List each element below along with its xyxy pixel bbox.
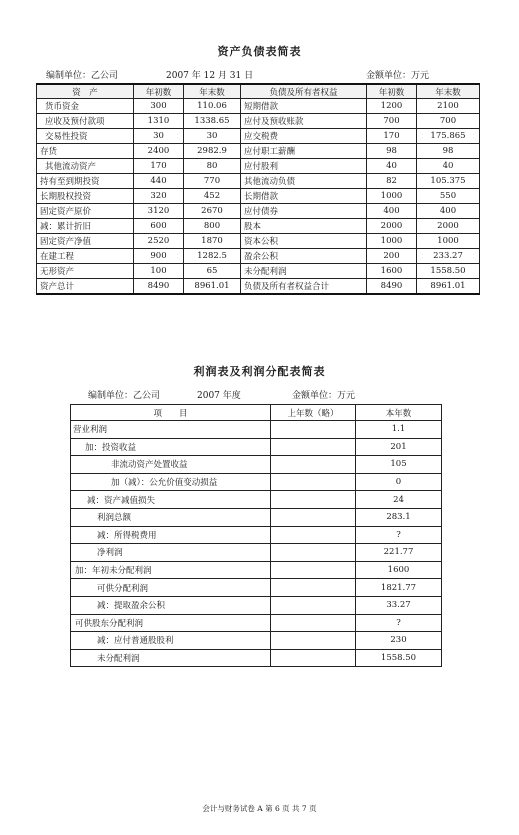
table-cell: 1310 xyxy=(134,114,184,129)
table-cell: 资本公积 xyxy=(241,234,367,249)
table-cell: 550 xyxy=(417,189,480,204)
current-year-cell: 230 xyxy=(356,632,442,650)
table-cell: 200 xyxy=(367,249,417,264)
prior-year-cell xyxy=(271,491,356,509)
table-row xyxy=(37,204,480,219)
row-label: 减：资产减值损失 xyxy=(71,491,271,509)
table-row xyxy=(71,421,442,439)
row-label: 可供分配利润 xyxy=(71,579,271,597)
table-cell: 短期借款 xyxy=(241,99,367,114)
table-row xyxy=(71,491,442,509)
current-year-cell: ? xyxy=(356,614,442,632)
balance-sheet-unit: 金额单位：万元 xyxy=(366,71,430,81)
balance-sheet-header-row xyxy=(37,84,480,99)
header-prior-year: 上年数（略） xyxy=(271,405,356,421)
current-year-cell: 105 xyxy=(356,456,442,474)
table-cell: 应收及预付款项 xyxy=(37,114,134,129)
table-row xyxy=(37,99,480,114)
table-cell: 8961.01 xyxy=(417,279,480,295)
row-label: 可供股东分配利润 xyxy=(71,614,271,632)
table-cell: 770 xyxy=(184,174,241,189)
table-cell: 无形资产 xyxy=(37,264,134,279)
prior-year-cell xyxy=(271,614,356,632)
table-cell: 2000 xyxy=(417,219,480,234)
table-cell: 1282.5 xyxy=(184,249,241,264)
table-cell: 100 xyxy=(134,264,184,279)
table-cell: 1000 xyxy=(367,234,417,249)
table-row xyxy=(71,614,442,632)
table-cell: 65 xyxy=(184,264,241,279)
table-cell: 存货 xyxy=(37,144,134,159)
row-label: 减：所得税费用 xyxy=(71,526,271,544)
table-cell: 8961.01 xyxy=(184,279,241,295)
table-row xyxy=(37,114,480,129)
table-row xyxy=(37,219,480,234)
table-cell: 110.06 xyxy=(184,99,241,114)
income-statement-unit: 金额单位：万元 xyxy=(292,391,356,401)
table-row xyxy=(71,438,442,456)
table-cell: 未分配利润 xyxy=(241,264,367,279)
table-row xyxy=(37,264,480,279)
table-cell: 资产总计 xyxy=(37,279,134,295)
table-cell: 应付股利 xyxy=(241,159,367,174)
current-year-cell: ? xyxy=(356,526,442,544)
table-row xyxy=(37,144,480,159)
table-row xyxy=(71,456,442,474)
income-statement-title: 利润表及利润分配表简表 xyxy=(193,365,326,378)
table-row xyxy=(37,249,480,264)
table-row xyxy=(71,473,442,491)
balance-sheet-date: 2007 年 12 月 31 日 xyxy=(166,71,254,81)
row-label: 加（减）：公允价值变动损益 xyxy=(71,473,271,491)
header-liabilities-closing: 年末数 xyxy=(417,84,480,99)
table-cell: 2670 xyxy=(184,204,241,219)
balance-sheet-table xyxy=(36,83,480,295)
current-year-cell: 1821.77 xyxy=(356,579,442,597)
row-label: 加：投资收益 xyxy=(71,438,271,456)
table-cell: 减：累计折旧 xyxy=(37,219,134,234)
prior-year-cell xyxy=(271,561,356,579)
table-cell: 2520 xyxy=(134,234,184,249)
table-cell: 320 xyxy=(134,189,184,204)
current-year-cell: 1558.50 xyxy=(356,649,442,667)
current-year-cell: 283.1 xyxy=(356,508,442,526)
header-assets-closing: 年末数 xyxy=(184,84,241,99)
table-cell: 900 xyxy=(134,249,184,264)
table-cell: 货币资金 xyxy=(37,99,134,114)
prior-year-cell xyxy=(271,596,356,614)
table-row xyxy=(71,596,442,614)
row-label: 减：提取盈余公积 xyxy=(71,596,271,614)
current-year-cell: 1.1 xyxy=(356,421,442,439)
current-year-cell: 33.27 xyxy=(356,596,442,614)
header-assets-opening: 年初数 xyxy=(134,84,184,99)
table-cell: 负债及所有者权益合计 xyxy=(241,279,367,295)
table-cell: 1000 xyxy=(417,234,480,249)
table-row xyxy=(71,561,442,579)
table-cell: 170 xyxy=(367,129,417,144)
table-row xyxy=(37,234,480,249)
table-row xyxy=(71,526,442,544)
table-row xyxy=(37,129,480,144)
table-cell: 233.27 xyxy=(417,249,480,264)
table-row xyxy=(71,508,442,526)
table-row xyxy=(71,649,442,667)
table-cell: 105.375 xyxy=(417,174,480,189)
prior-year-cell xyxy=(271,579,356,597)
table-cell: 80 xyxy=(184,159,241,174)
table-row xyxy=(37,279,480,295)
row-label: 加：年初未分配利润 xyxy=(71,561,271,579)
income-statement-year: 2007 年度 xyxy=(197,391,241,401)
table-cell: 175.865 xyxy=(417,129,480,144)
table-cell: 600 xyxy=(134,219,184,234)
table-row xyxy=(37,189,480,204)
balance-sheet-company: 编制单位：乙公司 xyxy=(46,71,119,81)
table-cell: 40 xyxy=(417,159,480,174)
current-year-cell: 1600 xyxy=(356,561,442,579)
table-cell: 应交税费 xyxy=(241,129,367,144)
table-cell: 1870 xyxy=(184,234,241,249)
income-statement-company: 编制单位：乙公司 xyxy=(88,391,161,401)
table-cell: 2400 xyxy=(134,144,184,159)
table-cell: 30 xyxy=(134,129,184,144)
table-cell: 40 xyxy=(367,159,417,174)
row-label: 减：应付普通股股利 xyxy=(71,632,271,650)
table-cell: 其他流动资产 xyxy=(37,159,134,174)
table-cell: 700 xyxy=(417,114,480,129)
table-cell: 应付职工薪酬 xyxy=(241,144,367,159)
table-cell: 应付及预收账款 xyxy=(241,114,367,129)
table-cell: 盈余公积 xyxy=(241,249,367,264)
prior-year-cell xyxy=(271,456,356,474)
table-cell: 800 xyxy=(184,219,241,234)
prior-year-cell xyxy=(271,438,356,456)
prior-year-cell xyxy=(271,421,356,439)
header-liabilities-opening: 年初数 xyxy=(367,84,417,99)
table-row xyxy=(71,579,442,597)
current-year-cell: 221.77 xyxy=(356,544,442,562)
row-label: 非流动资产处置收益 xyxy=(71,456,271,474)
table-cell: 30 xyxy=(184,129,241,144)
table-cell: 700 xyxy=(367,114,417,129)
table-cell: 3120 xyxy=(134,204,184,219)
table-cell: 2000 xyxy=(367,219,417,234)
table-cell: 8490 xyxy=(367,279,417,295)
table-cell: 8490 xyxy=(134,279,184,295)
table-cell: 在建工程 xyxy=(37,249,134,264)
table-cell: 1558.50 xyxy=(417,264,480,279)
table-cell: 452 xyxy=(184,189,241,204)
table-cell: 交易性投资 xyxy=(37,129,134,144)
prior-year-cell xyxy=(271,649,356,667)
table-row xyxy=(37,174,480,189)
table-cell: 股本 xyxy=(241,219,367,234)
row-label: 未分配利润 xyxy=(71,649,271,667)
current-year-cell: 24 xyxy=(356,491,442,509)
table-row xyxy=(37,159,480,174)
table-cell: 长期借款 xyxy=(241,189,367,204)
table-cell: 98 xyxy=(367,144,417,159)
row-label: 净利润 xyxy=(71,544,271,562)
table-cell: 2100 xyxy=(417,99,480,114)
table-cell: 1600 xyxy=(367,264,417,279)
header-assets: 资 产 xyxy=(37,84,134,99)
row-label: 营业利润 xyxy=(71,421,271,439)
table-cell: 1000 xyxy=(367,189,417,204)
table-row xyxy=(71,544,442,562)
table-cell: 固定资产净值 xyxy=(37,234,134,249)
header-item: 项 目 xyxy=(71,405,271,421)
table-cell: 400 xyxy=(417,204,480,219)
balance-sheet-title: 资产负债表简表 xyxy=(217,45,302,58)
income-statement-header-row xyxy=(71,405,442,421)
prior-year-cell xyxy=(271,632,356,650)
header-liabilities-equity: 负债及所有者权益 xyxy=(241,84,367,99)
table-cell: 1200 xyxy=(367,99,417,114)
table-cell: 82 xyxy=(367,174,417,189)
table-cell: 应付债券 xyxy=(241,204,367,219)
table-cell: 440 xyxy=(134,174,184,189)
table-cell: 170 xyxy=(134,159,184,174)
table-cell: 98 xyxy=(417,144,480,159)
prior-year-cell xyxy=(271,544,356,562)
table-cell: 固定资产原价 xyxy=(37,204,134,219)
table-cell: 300 xyxy=(134,99,184,114)
table-cell: 1338.65 xyxy=(184,114,241,129)
page-footer: 会计与财务试卷 A 第 6 页 共 7 页 xyxy=(202,804,317,813)
table-cell: 持有至到期投资 xyxy=(37,174,134,189)
table-cell: 长期股权投资 xyxy=(37,189,134,204)
income-statement-table xyxy=(70,404,442,667)
prior-year-cell xyxy=(271,526,356,544)
row-label: 利润总额 xyxy=(71,508,271,526)
prior-year-cell xyxy=(271,473,356,491)
table-cell: 其他流动负债 xyxy=(241,174,367,189)
current-year-cell: 0 xyxy=(356,473,442,491)
current-year-cell: 201 xyxy=(356,438,442,456)
table-row xyxy=(71,632,442,650)
table-cell: 400 xyxy=(367,204,417,219)
table-cell: 2982.9 xyxy=(184,144,241,159)
header-current-year: 本年数 xyxy=(356,405,442,421)
prior-year-cell xyxy=(271,508,356,526)
